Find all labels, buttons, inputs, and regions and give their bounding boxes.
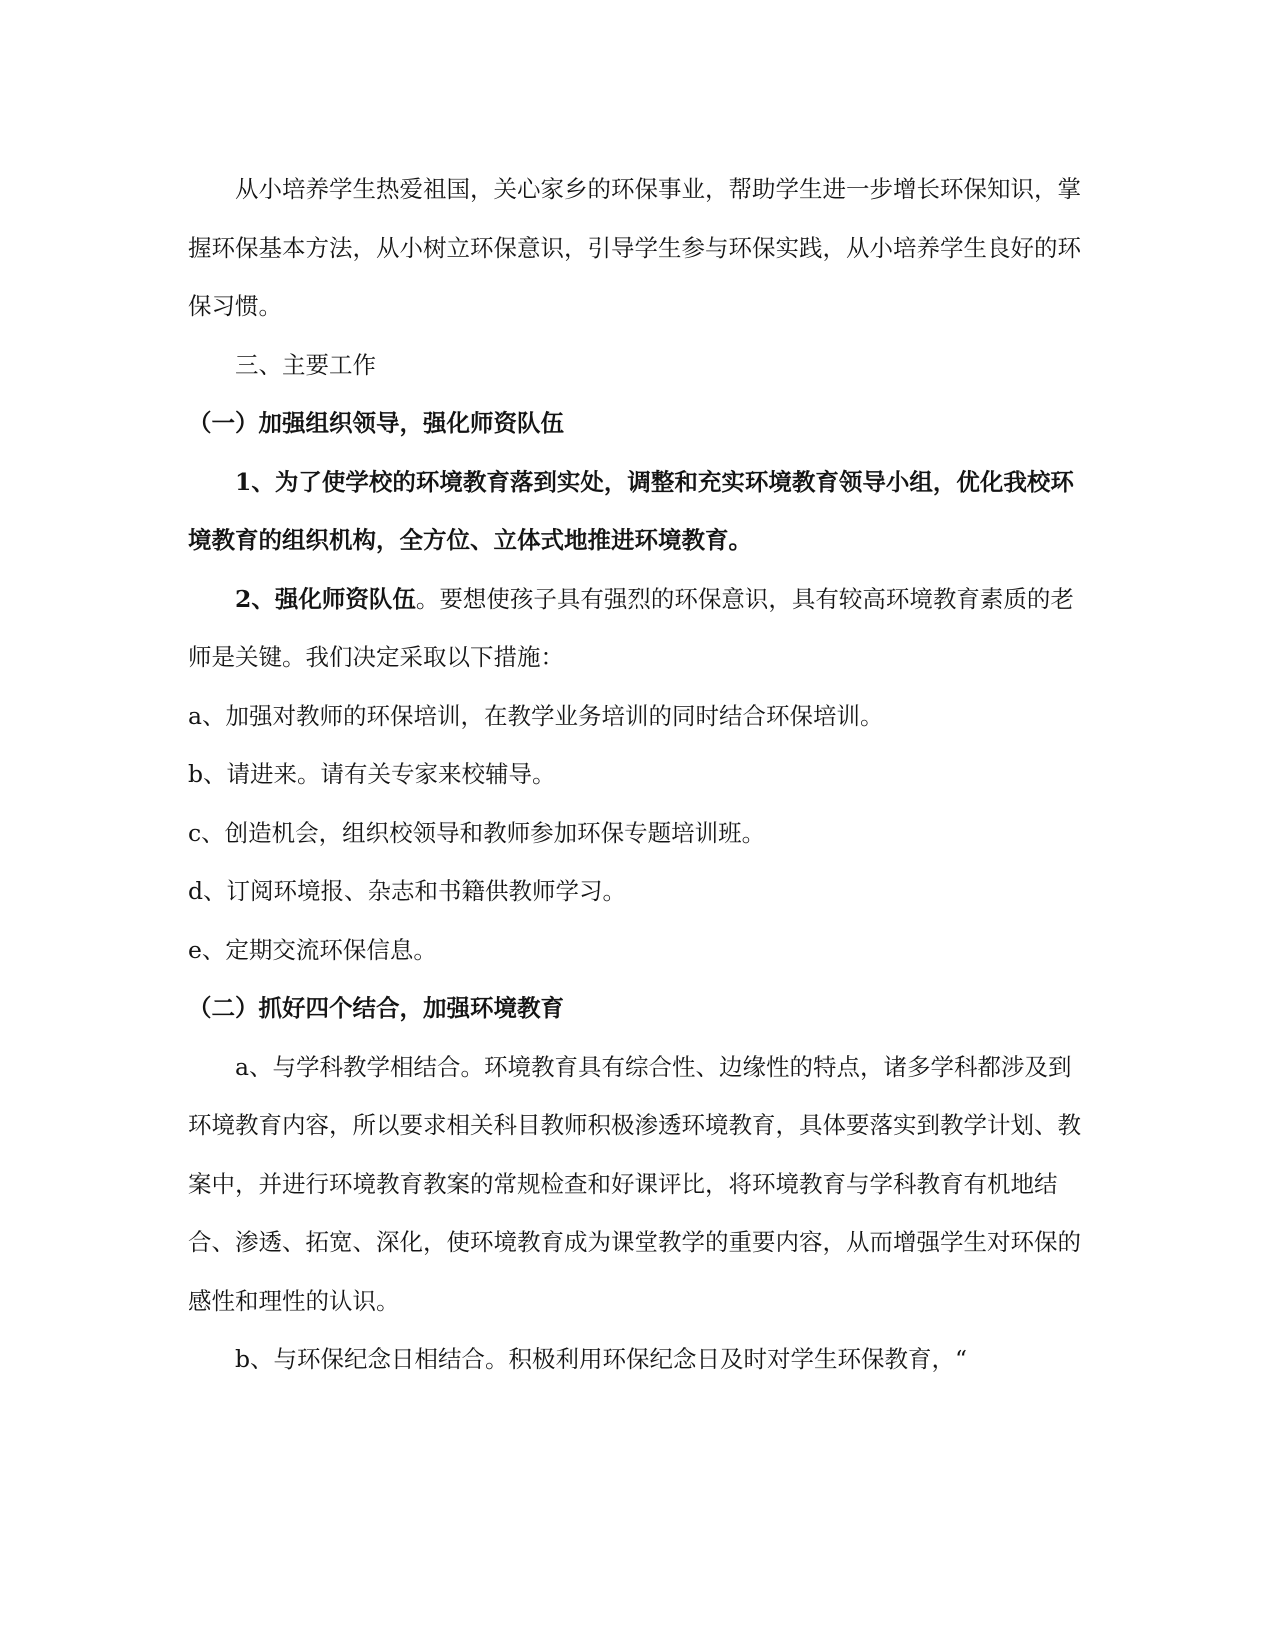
subsection-heading-organization: （一）加强组织领导，强化师资队伍	[188, 409, 564, 437]
item-2-body: 。要想使孩子具有强烈的环保意识，具有较高环境教育素质的老师是关键。我们决定采取以下措施：	[188, 584, 1074, 671]
document-body	[188, 160, 1084, 1389]
paragraph-item-2	[188, 570, 1084, 687]
paragraph-subject-teaching: a、与学科教学相结合。环境教育具有综合性、边缘性的特点，诸多学科都涉及到环境教育内容，所以要求相关科目教师积极渗透环境教育，具体要落实到教学计划、教案中，并进行环境教育教案的常规检查和好课评比，将环境教育与学科教育有机地结合、渗透、拓宽、深化，使环境教育成为课堂教学的重要内容，从而增强学生对环保的感性和理性的认识。	[188, 1052, 1081, 1315]
section-heading-main-work: 三、主要工作	[235, 350, 376, 379]
list-item-a: a、加强对教师的环保培训，在教学业务培训的同时结合环保培训。	[188, 701, 884, 730]
list-item-d: d、订阅环境报、杂志和书籍供教师学习。	[188, 877, 627, 905]
paragraph-item-1: 1、为了使学校的环境教育落到实处，调整和充实环境教育领导小组，优化我校环境教育的组织机构，全方位、立体式地推进环境教育。	[188, 467, 1074, 554]
list-item-e: e、定期交流环保信息。	[188, 935, 437, 964]
item-2-title: 2、强化师资队伍	[235, 584, 416, 613]
list-item-c: c、创造机会，组织校领导和教师参加环保专题培训班。	[188, 818, 766, 847]
paragraph-environment-days: b、与环保纪念日相结合。积极利用环保纪念日及时对学生环保教育，“	[235, 1345, 968, 1373]
paragraph-goal: 从小培养学生热爱祖国，关心家乡的环保事业，帮助学生进一步增长环保知识，掌握环保基本方法，从小树立环保意识，引导学生参与环保实践，从小培养学生良好的环保习惯。	[188, 175, 1081, 320]
subsection-heading-four-combinations: （二）抓好四个结合，加强环境教育	[188, 994, 564, 1022]
list-item-b: b、请进来。请有关专家来校辅导。	[188, 760, 556, 788]
